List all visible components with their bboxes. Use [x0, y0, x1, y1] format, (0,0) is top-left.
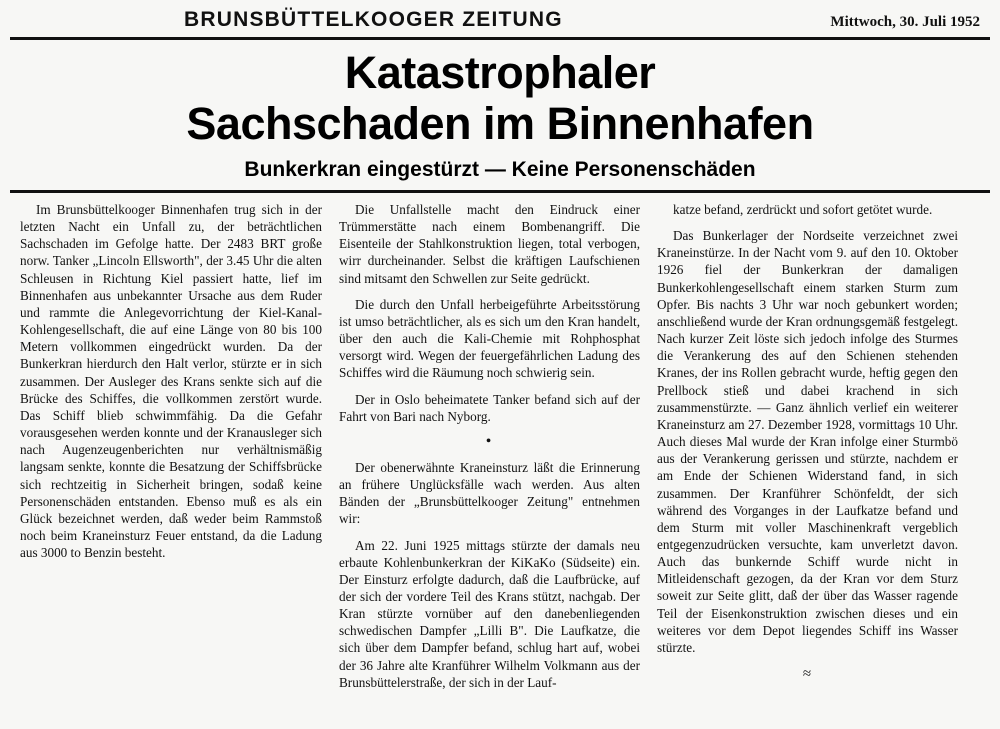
article-columns: [0, 193, 1000, 723]
section-separator: •: [485, 432, 494, 450]
headline-subhead: Bunkerkran eingestürzt — Keine Personenschäden: [244, 158, 756, 181]
paragraph: Am 22. Juni 1925 mittags stürzte der damals neu erbaute Kohlenbunkerkran der KiKaKo (Südseite) ein. Der Einsturz erfolgte dadurch, daß die Laufbrücke, auf der sich der vordere Teil des Krans stützt, nachgab. Der Kran stürzte vornüber auf den danebenliegenden schwedischen Dampfer „Lilli B". Die Laufkatze, die sich über dem Dampfer befand, schlug hart auf, wobei der 36 Jahre alte Kranführer Wilhelm Volkmann aus der Brunsbüttelerstraße, der sich in der Lauf-: [339, 537, 640, 690]
paragraph: Der in Oslo beheimatete Tanker befand sich auf der Fahrt von Bari nach Nyborg.: [339, 391, 640, 424]
paragraph: Im Brunsbüttelkooger Binnenhafen trug sich in der letzten Nacht ein Unfall zu, der beträchtlichen Sachschaden im Gefolge hatte. Der 2483 BRT große norw. Tanker „Lincoln Ellsworth", der 3.45 Uhr die alten Schleusen in Richtung Kiel passiert hatte, lief im Binnenhafen aus unbekannter Ursache aus dem Ruder und rammte die Anlegevorrichtung der Kiel-Kanal-Kohlengesellschaft, die auf eine Länge von 80 bis 100 Metern vollkommen eingedrückt wurden. Da der Bunkerkran hierdurch den Halt verlor, stürzte er in sich zusammen. Der Ausleger des Krans senkte sich auf die Brücke des Schiffes, die vollkommen zerstört wurde. Das Schiff blieb schwimmfähig. Da die Gefahr vorausgesehen werden konnte und der Kranausleger sich nach Augenzeugenberichten nur verhältnismäßig langsam senkte, konnte die Besatzung der Schiffsbrücke sich rechtzeitig in Sicherheit bringen, sodaß keine Personenschäden entstanden. Ebenso muß es als ein Glück bezeichnet werden, daß weder beim Rammstoß noch beim Kraneinsturz Feuer entstand, da die Ladung aus 3000 to Benzin besteht.: [20, 202, 322, 561]
article-end-mark: ≈: [802, 666, 813, 683]
article-column-2: [330, 201, 648, 717]
headline-line-1: Katastrophaler: [344, 47, 656, 98]
headline-block: [0, 40, 1000, 182]
issue-date: Mittwoch, 30. Juli 1952: [830, 14, 980, 30]
newspaper-title: BRUNSBÜTTELKOOGER ZEITUNG: [184, 8, 563, 31]
paragraph: katze befand, zerdrückt und sofort getötet wurde.: [673, 202, 933, 217]
article-column-3: [648, 201, 966, 717]
article-column-1: [12, 201, 330, 717]
paragraph: Das Bunkerlager der Nordseite verzeichnet zwei Kraneinstürze. In der Nacht vom 9. auf den 10. Oktober 1926 fiel der Bunkerkran der damaligen Bunkerkohlengesellschaft einem starken Sturm zum Opfer. Bis nachts 3 Uhr war noch gebunkert worden; anschließend wurde der Kran ordnungsgemäß festgelegt. Nach kurzer Zeit löste sich jedoch infolge des Sturmes die Verankerung des auf den Schienen stehenden Kranes, der ins Rollen gebracht wurde, heftig gegen den Prellbock stieß und dabei krachend in sich zusammenstürzte. — Ganz ähnlich verlief ein weiterer Kraneinsturz am 27. Dezember 1928, vormittags 10 Uhr. Auch dieses Mal wurde der Kran infolge einer Sturmbö aus der Verankerung gerissen und stürzte, nachdem er am Ende der Schienen Widerstand fand, in sich zusammen. Der Kranführer Schönfeldt, der sich während des Vorganges in der Laufkatze befand und dem Sturm mit voller Maschinenkraft vergeblich entgegenzudrücken versuchte, kam unverletzt davon. Auch das bunkernde Schiff wurde nicht in Mitleidenschaft gezogen, da der Kran vor dem Sturz soweit zur Seite glitt, daß der über das Wasser ragende Teil der Eisenkonstruktion zwischen dieses und ein weiteres vor dem Depot liegendes Schiff ins Wasser stürzte.: [657, 228, 958, 655]
paragraph: Die Unfallstelle macht den Eindruck einer Trümmerstätte nach einem Bombenangriff. Die Eisenteile der Stahlkonstruktion liegen, total verbogen, wirr durcheinander. Selbst die kräftigen Laufschienen sind mitsamt den Schwellen zur Seite gedrückt.: [339, 202, 640, 286]
paragraph: Die durch den Unfall herbeigeführte Arbeitsstörung ist umso beträchtlicher, als es sich um den Kran handelt, über den auch die Kali-Chemie mit Rohphosphat versorgt wird. Wegen der feuergefährlichen Ladung des Schiffes wird die Räumung noch schwierig sein.: [339, 296, 640, 381]
masthead: [0, 0, 1000, 34]
headline-line-2: Sachschaden im Binnenhafen: [186, 98, 814, 149]
paragraph: Der obenerwähnte Kraneinsturz läßt die Erinnerung an frühere Unglücksfälle wach werden. Aus alten Bänden der „Brunsbüttelkooger Zeitung" entnehmen wir:: [339, 459, 640, 527]
